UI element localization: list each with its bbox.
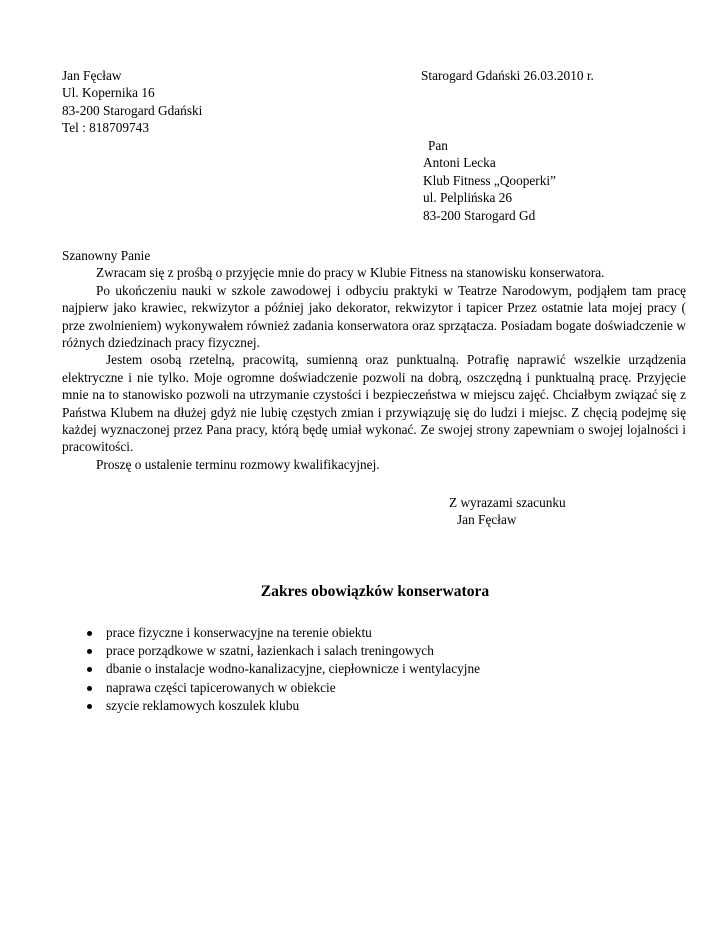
list-item: prace porządkowe w szatni, łazienkach i salach treningowych bbox=[84, 642, 480, 660]
recipient-city: 83-200 Starogard Gd bbox=[423, 207, 536, 223]
paragraph-interview-request: Proszę o ustalenie terminu rozmowy kwalifikacyjnej. bbox=[96, 456, 380, 472]
list-item: naprawa części tapicerowanych w obiekcie bbox=[84, 679, 480, 697]
sender-name: Jan Fęcław bbox=[62, 68, 122, 83]
paragraph-experience: Po ukończeniu nauki w szkole zawodowej i odbyciu praktyki w Teatrze Narodowym, podjąłem tam pracę najpierw jako krawiec, rekwizytor a później jako dekorator, rekwizytor i tapicer Przez ostatnie lata mojej pracy ( prze zwolnieniem) wykonywałem również zadania konserwatora oraz sprzątacza. Posiadam bogate doświadczenie w różnych dziedzinach pracy fizycznej. bbox=[62, 282, 686, 351]
list-item: dbanie o instalacje wodno-kanalizacyjne, ciepłownicze i wentylacyjne bbox=[84, 660, 480, 678]
sender-address-block bbox=[62, 67, 362, 137]
recipient-name: Antoni Lecka bbox=[423, 155, 496, 171]
duties-list bbox=[84, 624, 480, 715]
list-item: szycie reklamowych koszulek klubu bbox=[84, 697, 480, 715]
sender-city: 83-200 Starogard Gdański bbox=[62, 102, 203, 118]
closing-signature-name: Jan Fęcław bbox=[457, 512, 517, 528]
duties-heading bbox=[0, 582, 728, 602]
paragraph-request: Zwracam się z prośbą o przyjęcie mnie do pracy w Klubie Fitness na stanowisku konserwatora. bbox=[96, 265, 605, 281]
recipient-address-block bbox=[423, 137, 713, 224]
paragraph-qualities: Jestem osobą rzetelną, pracowitą, sumienną oraz punktualną. Potrafię naprawić wszelkie urządzenia elektryczne i nie tylko. Moje ogromne doświadczenie pozwoli na dobrą, oszczędną i punktualną pracę. Przyjęcie mnie na to stanowisko pozwoli na utrzymanie czystości i bezpieczeństwa w miejscu zajęć. Chciałbym związać się z Państwa Klubem na dłużej gdyż nie lubię częstych zmian i przywiązuję się do ludzi i miejsc. Z chęcią podejmę się każdej wyznaczonej przez Pana pracy, którą będę umiał wykonać. Ze swojej strony zapewniam o swojej lojalności i pracowitości. bbox=[62, 352, 686, 455]
recipient-club: Klub Fitness „Qooperki” bbox=[423, 172, 556, 188]
closing-phrase: Z wyrazami szacunku bbox=[449, 495, 566, 510]
list-item: prace fizyczne i konserwacyjne na terenie obiektu bbox=[84, 624, 480, 642]
place-and-date: Starogard Gdański 26.03.2010 r. bbox=[421, 68, 594, 83]
closing-block bbox=[449, 494, 689, 529]
greeting: Szanowny Panie bbox=[62, 248, 151, 263]
sender-phone: Tel : 818709743 bbox=[62, 120, 149, 136]
recipient-street: ul. Pelplińska 26 bbox=[423, 190, 513, 206]
letter-body bbox=[62, 247, 686, 473]
duties-heading-text: Zakres obowiązków konserwatora bbox=[260, 583, 490, 600]
recipient-title: Pan bbox=[428, 138, 448, 153]
sender-street: Ul. Kopernika 16 bbox=[62, 85, 155, 101]
